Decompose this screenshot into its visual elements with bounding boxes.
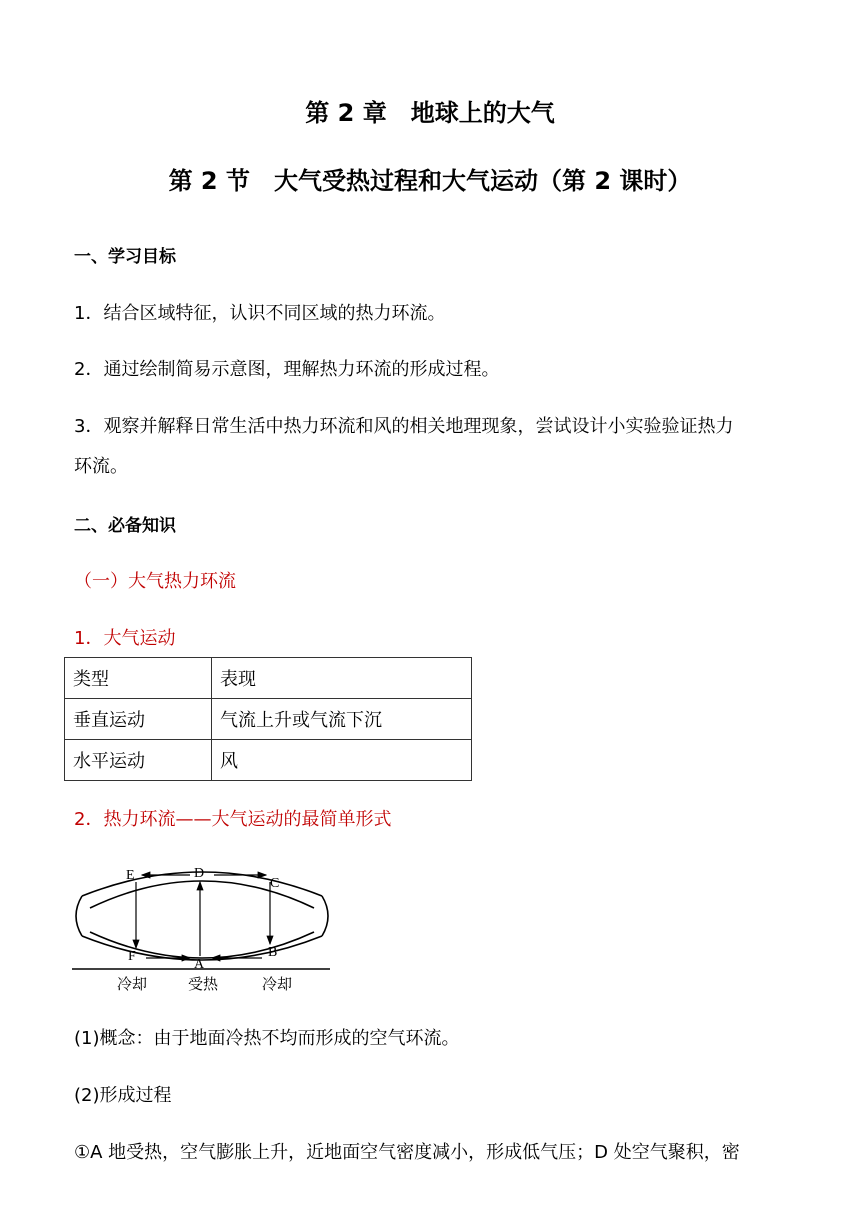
label-a: A xyxy=(194,957,205,972)
lower-isobar xyxy=(90,932,314,958)
table-row xyxy=(65,740,472,781)
label-e: E xyxy=(126,868,135,883)
ground-label-heating: 受热 xyxy=(188,977,219,993)
table-cell: 垂直运动 xyxy=(65,699,212,740)
subsection-thermal-circulation: （一）大气热力环流 xyxy=(74,571,236,592)
section-title: 第 2 节 大气受热过程和大气运动（第 2 课时） xyxy=(168,167,692,195)
table-cell: 气流上升或气流下沉 xyxy=(212,699,472,740)
table-header-row xyxy=(65,658,472,699)
label-c: C xyxy=(270,876,280,891)
table-cell: 水平运动 xyxy=(65,740,212,781)
objectives-heading: 一、学习目标 xyxy=(74,247,176,267)
objective-item-3: 3．观察并解释日常生活中热力环流和风的相关地理现象，尝试设计小实验验证热力 xyxy=(74,416,734,437)
table-header-cell: 类型 xyxy=(65,658,212,699)
objective-item-2: 2．通过绘制简易示意图，理解热力环流的形成过程。 xyxy=(74,359,500,380)
thermal-circulation-diagram xyxy=(72,858,332,998)
ground-label-cooling-left: 冷却 xyxy=(117,977,148,993)
process-line-1: ①A 地受热，空气膨胀上升，近地面空气密度减小，形成低气压；D 处空气聚积，密 xyxy=(74,1142,740,1163)
label-d: D xyxy=(194,866,205,881)
knowledge-heading: 二、必备知识 xyxy=(74,516,176,536)
table-row xyxy=(65,699,472,740)
label-b: B xyxy=(268,945,278,960)
ground-label-cooling-right: 冷却 xyxy=(262,977,293,993)
table-cell: 风 xyxy=(212,740,472,781)
concept-line: (1)概念：由于地面冷热不均而形成的空气环流。 xyxy=(74,1028,460,1049)
point-atmospheric-motion: 1．大气运动 xyxy=(74,628,176,649)
process-heading: (2)形成过程 xyxy=(74,1085,172,1106)
outer-arc-right xyxy=(322,896,328,936)
table-header-cell: 表现 xyxy=(212,658,472,699)
label-f: F xyxy=(128,949,136,964)
motion-table xyxy=(64,657,472,781)
chapter-title: 第 2 章 地球上的大气 xyxy=(305,99,555,127)
point-thermal-circulation: 2．热力环流——大气运动的最简单形式 xyxy=(74,809,392,830)
objective-item-3-cont: 环流。 xyxy=(74,456,128,477)
objective-item-1: 1．结合区域特征，认识不同区域的热力环流。 xyxy=(74,303,446,324)
outer-arc-left xyxy=(76,896,82,936)
upper-isobar xyxy=(90,881,314,908)
